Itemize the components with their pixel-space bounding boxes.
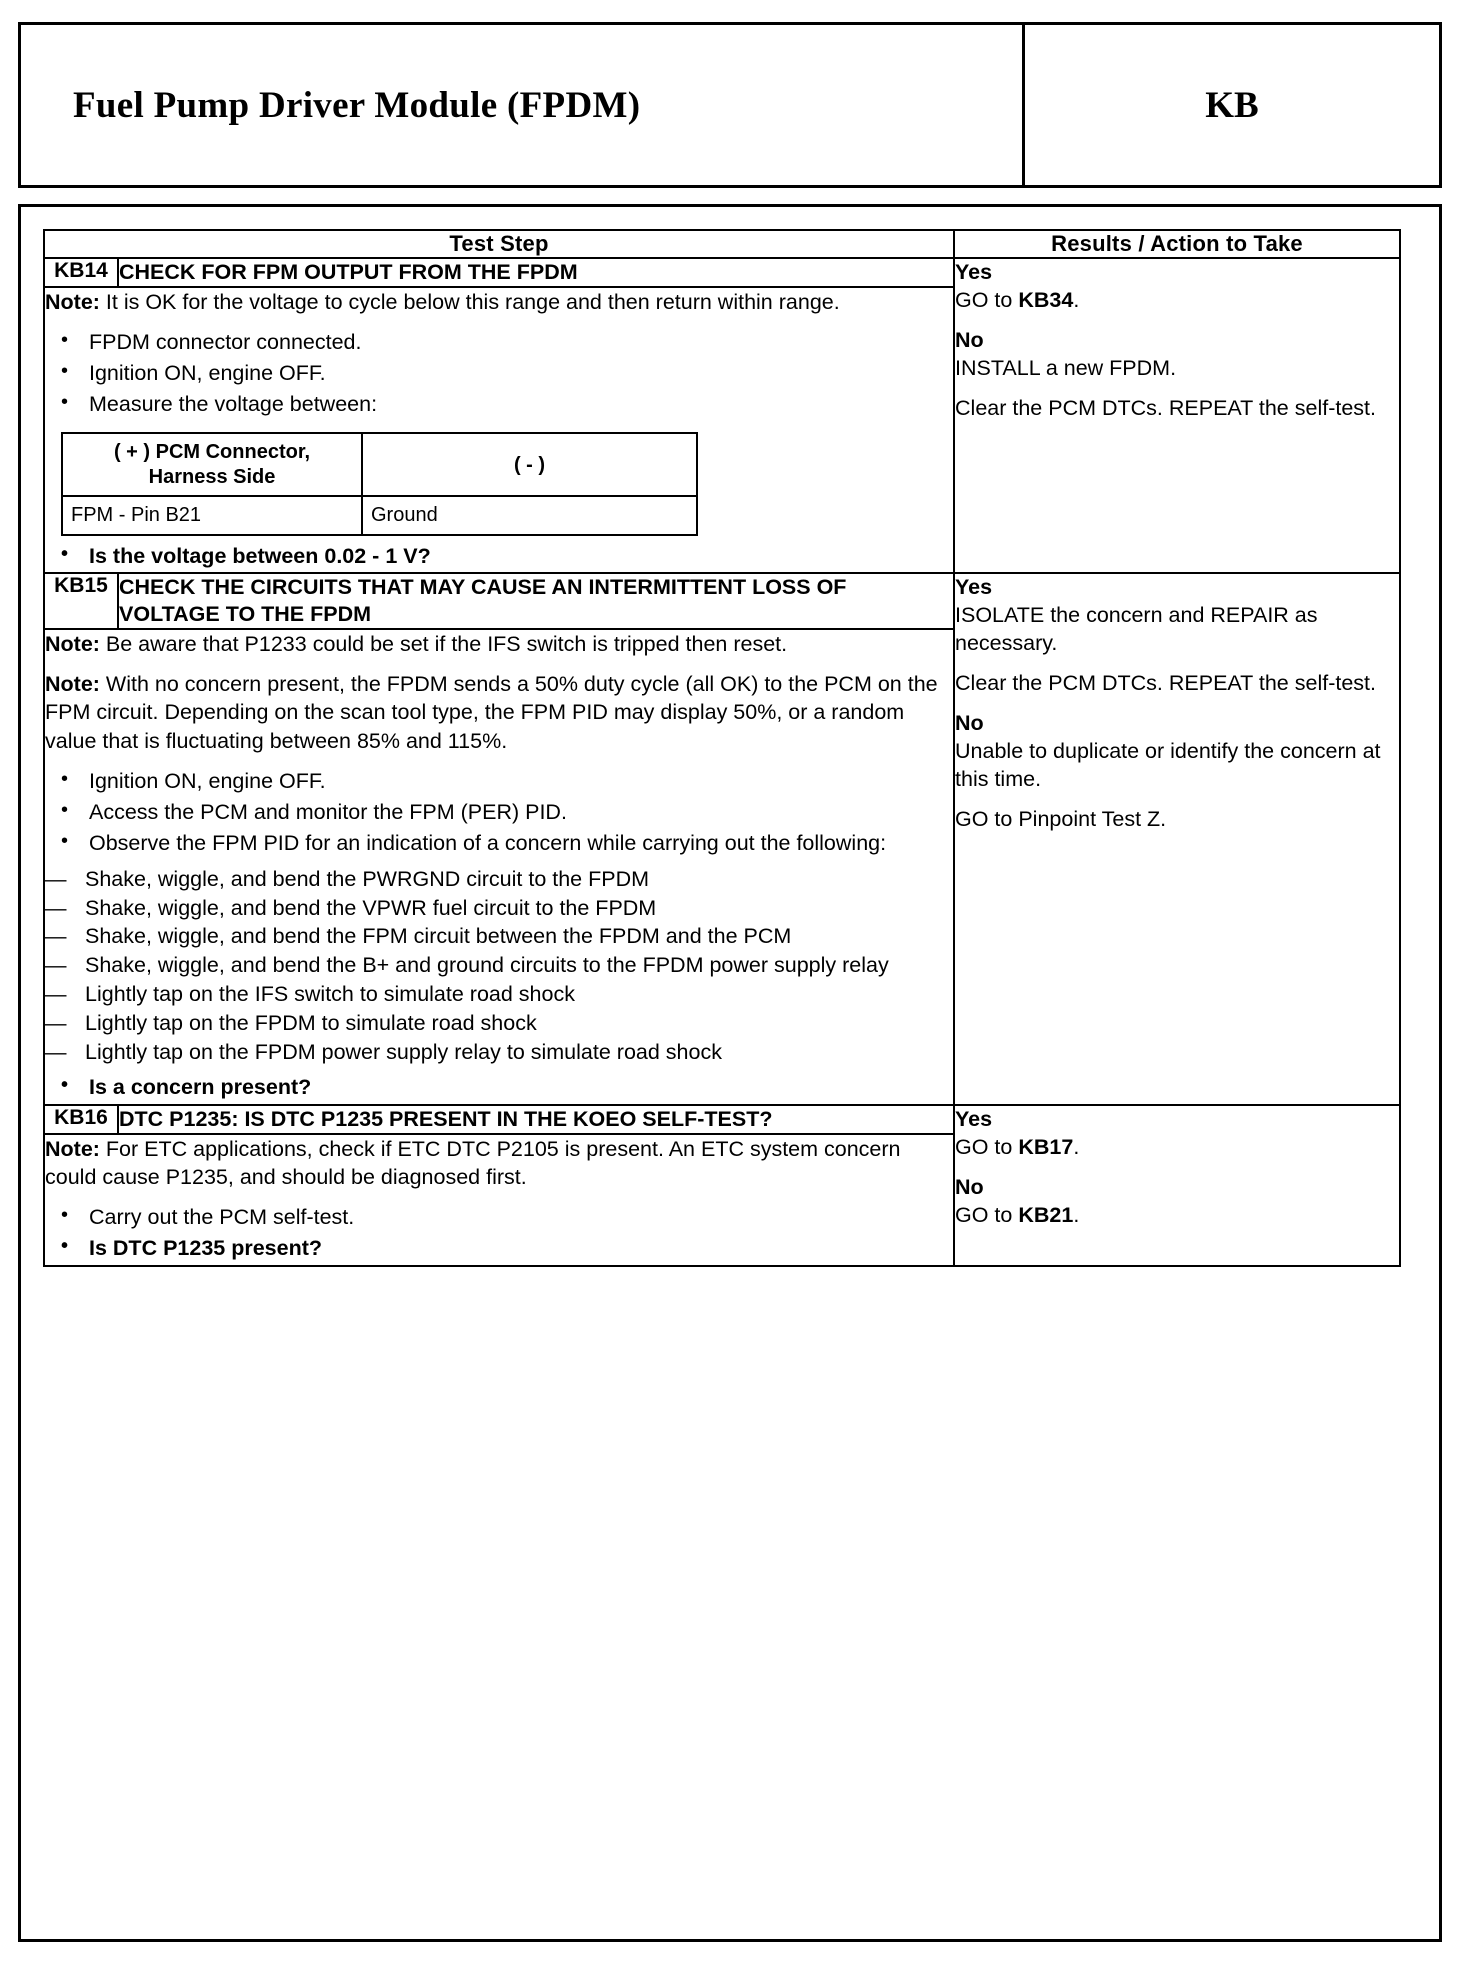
step-bullet-list <box>45 1203 953 1263</box>
list-item: • Measure the voltage between: <box>45 390 953 419</box>
list-item: • Carry out the PCM self-test. <box>45 1203 953 1232</box>
step-bullet-list <box>45 767 953 857</box>
step-note <box>45 630 953 658</box>
result-no-text: Unable to duplicate or identify the concern at this time. <box>955 739 1381 792</box>
note-label: Note: <box>45 289 100 314</box>
result-yes-label: Yes <box>955 1106 993 1131</box>
table-row <box>44 1105 1400 1134</box>
step-title: CHECK THE CIRCUITS THAT MAY CAUSE AN INTERMITTENT LOSS OF VOLTAGE TO THE FPDM <box>118 573 954 628</box>
table-row <box>44 258 1400 287</box>
step-title: DTC P1235: IS DTC P1235 PRESENT IN THE KOEO SELF-TEST? <box>118 1105 954 1134</box>
step-question: • Is the voltage between 0.02 - 1 V? <box>45 542 953 571</box>
result-yes-goto-prefix: GO to <box>955 1134 1019 1159</box>
step-number: KB14 <box>44 258 118 287</box>
note-label: Note: <box>45 631 100 656</box>
step-question: • Is DTC P1235 present? <box>45 1234 953 1263</box>
list-item: — Lightly tap on the FPDM power supply relay to simulate road shock <box>45 1039 953 1067</box>
result-no-text: INSTALL a new FPDM. <box>955 355 1177 380</box>
note-text: Be aware that P1233 could be set if the IFS switch is tripped then reset. <box>99 631 788 656</box>
result-no-block <box>955 710 1399 794</box>
list-item: — Shake, wiggle, and bend the B+ and ground circuits to the FPDM power supply relay <box>45 952 953 980</box>
step-note <box>45 1135 953 1192</box>
page-header <box>18 22 1442 188</box>
step-note <box>45 670 953 755</box>
step-question-list <box>45 542 953 571</box>
results-cell <box>954 258 1400 573</box>
subtable-header-positive <box>62 433 362 496</box>
list-item: — Shake, wiggle, and bend the PWRGND circuit to the FPDM <box>45 866 953 894</box>
measurement-subtable <box>61 432 698 535</box>
subtable-header-positive-line1: ( + ) PCM Connector, <box>113 441 311 464</box>
subtable-header-row <box>62 433 697 496</box>
page-title: Fuel Pump Driver Module (FPDM) <box>73 84 641 126</box>
result-yes-goto-suffix: . <box>1073 287 1080 312</box>
step-body <box>44 629 954 1105</box>
result-no-goto-target: KB21 <box>1018 1202 1074 1227</box>
result-yes-extra: Clear the PCM DTCs. REPEAT the self-test. <box>955 671 1376 696</box>
list-item: — Shake, wiggle, and bend the VPWR fuel circuit to the FPDM <box>45 895 953 923</box>
list-item: — Lightly tap on the IFS switch to simulate road shock <box>45 981 953 1009</box>
column-header-test-step: Test Step <box>44 230 954 258</box>
note-label: Note: <box>45 672 100 697</box>
step-note <box>45 288 953 316</box>
table-header-row <box>44 230 1400 258</box>
result-no-extra: Clear the PCM DTCs. REPEAT the self-test. <box>955 395 1376 420</box>
column-header-results: Results / Action to Take <box>954 230 1400 258</box>
result-yes-goto-suffix: . <box>1073 1134 1080 1159</box>
result-yes-block <box>955 259 1399 315</box>
header-title-cell <box>21 25 1025 185</box>
result-no-block <box>955 327 1399 383</box>
result-yes-block <box>955 574 1399 658</box>
list-item: — Lightly tap on the FPDM to simulate road shock <box>45 1010 953 1038</box>
result-yes-block <box>955 1106 1399 1162</box>
result-no-label: No <box>955 1174 984 1199</box>
result-no-block <box>955 1174 1399 1230</box>
result-no-label: No <box>955 327 984 352</box>
note-label: Note: <box>45 1136 100 1161</box>
step-number: KB15 <box>44 573 118 628</box>
step-number: KB16 <box>44 1105 118 1134</box>
result-no-goto-suffix: . <box>1073 1202 1080 1227</box>
result-yes-goto-target: KB34 <box>1018 287 1074 312</box>
pinpoint-test-code: KB <box>1205 84 1259 126</box>
header-code-cell <box>1025 25 1439 185</box>
table-row <box>44 573 1400 628</box>
list-item: • Ignition ON, engine OFF. <box>45 767 953 796</box>
content-frame <box>18 204 1442 1942</box>
note-text: With no concern present, the FPDM sends a 50% duty cycle (all OK) to the PCM on the FPM circuit. Depending on the scan tool type, the FPM PID may display 50%, or a random value that is fluctuating between 85% and 115%. <box>45 672 938 753</box>
subtable-cell-negative: Ground <box>362 496 697 534</box>
step-bullet-list <box>45 328 953 418</box>
result-yes-goto-target: KB17 <box>1018 1134 1074 1159</box>
result-yes-label: Yes <box>955 575 993 600</box>
result-yes-label: Yes <box>955 260 993 284</box>
result-yes-goto-prefix: GO to <box>955 287 1019 312</box>
subtable-row <box>62 496 697 534</box>
list-item: • Observe the FPM PID for an indication of a concern while carrying out the following: <box>45 829 953 858</box>
result-no-label: No <box>955 711 984 736</box>
list-item: — Shake, wiggle, and bend the FPM circuit between the FPDM and the PCM <box>45 923 953 951</box>
results-cell <box>954 1105 1400 1266</box>
step-question-list <box>45 1073 953 1102</box>
step-title: CHECK FOR FPM OUTPUT FROM THE FPDM <box>118 258 954 287</box>
results-cell <box>954 573 1400 1105</box>
step-question: • Is a concern present? <box>45 1073 953 1102</box>
step-sub-list <box>45 866 953 1068</box>
result-no-goto-prefix: GO to <box>955 1202 1019 1227</box>
list-item: • FPDM connector connected. <box>45 328 953 357</box>
step-body <box>44 287 954 574</box>
subtable-header-negative: ( - ) <box>362 433 697 496</box>
subtable-header-positive-line2: Harness Side <box>148 465 276 488</box>
note-text: It is OK for the voltage to cycle below this range and then return within range. <box>99 289 840 314</box>
step-body <box>44 1134 954 1266</box>
list-item: • Access the PCM and monitor the FPM (PER) PID. <box>45 798 953 827</box>
note-text: For ETC applications, check if ETC DTC P2105 is present. An ETC system concern could cause P1235, and should be diagnosed first. <box>45 1136 901 1189</box>
result-yes-text: ISOLATE the concern and REPAIR as necessary. <box>955 603 1318 656</box>
list-item: • Ignition ON, engine OFF. <box>45 359 953 388</box>
subtable-cell-positive: FPM - Pin B21 <box>62 496 362 534</box>
pinpoint-test-table <box>43 229 1401 1267</box>
result-no-extra: GO to Pinpoint Test Z. <box>955 806 1167 831</box>
